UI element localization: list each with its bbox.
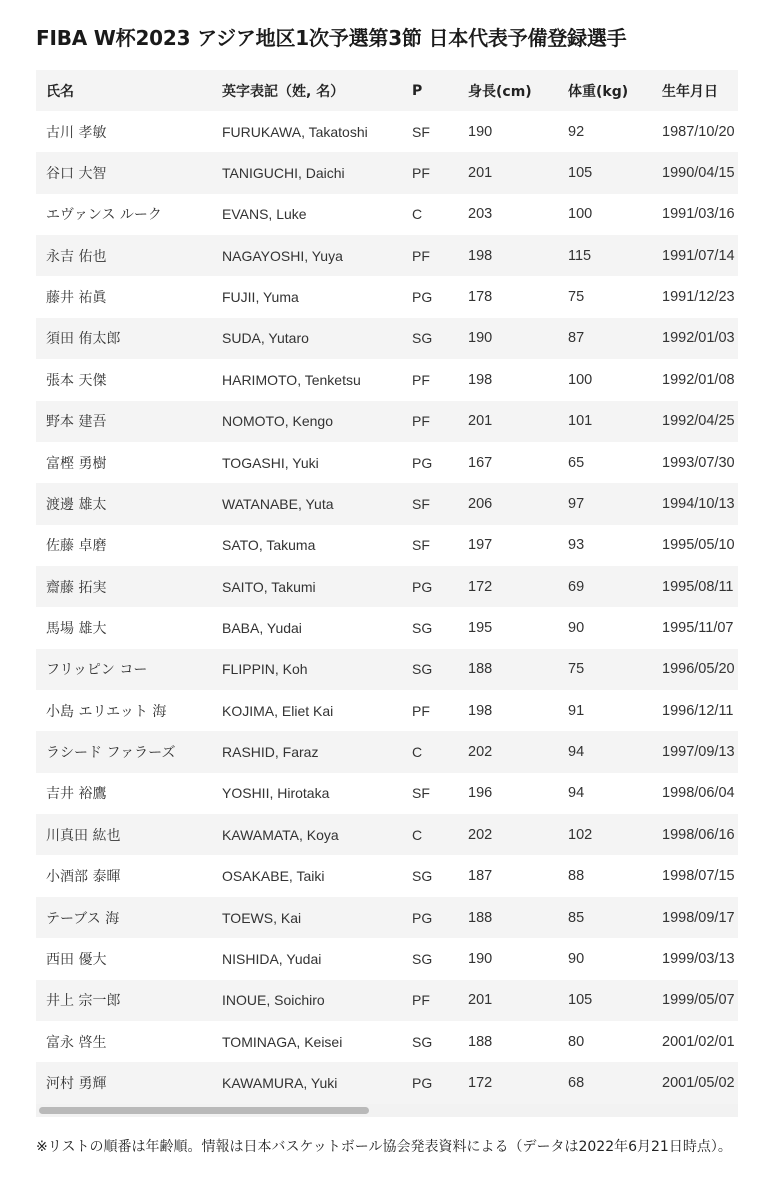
player-position: SG <box>412 619 433 636</box>
table-row <box>36 318 738 359</box>
player-name: 馬場 雄大 <box>46 620 107 637</box>
header-weight: 体重(kg) <box>568 83 629 100</box>
player-name: 渡邊 雄太 <box>46 496 107 513</box>
player-birthdate: 1998/06/04 <box>662 785 735 802</box>
table-row <box>36 938 738 979</box>
player-position: SG <box>412 330 433 347</box>
player-roman: RASHID, Faraz <box>222 744 319 761</box>
player-name: 富永 啓生 <box>46 1034 107 1051</box>
player-birthdate: 1997/09/13 <box>662 744 735 761</box>
table-row <box>36 814 738 855</box>
player-weight: 102 <box>568 826 593 843</box>
player-name: 藤井 祐眞 <box>46 290 107 307</box>
table-row <box>36 483 738 524</box>
player-roman: OSAKABE, Taiki <box>222 868 325 885</box>
table-row <box>36 566 738 607</box>
player-roman: SAITO, Takumi <box>222 578 316 595</box>
player-weight: 92 <box>568 123 585 140</box>
player-height: 201 <box>468 413 493 430</box>
player-position: SF <box>412 495 430 512</box>
player-name: 古川 孝敏 <box>46 124 107 141</box>
table-row <box>36 980 738 1021</box>
player-weight: 88 <box>568 868 585 885</box>
player-roman: SUDA, Yutaro <box>222 330 309 347</box>
roster-table <box>36 70 738 1104</box>
player-name: 張本 天傑 <box>46 372 107 389</box>
player-weight: 87 <box>568 330 585 347</box>
player-name: 野本 建吾 <box>46 414 107 431</box>
player-birthdate: 1991/03/16 <box>662 206 735 223</box>
player-roman: HARIMOTO, Tenketsu <box>222 371 361 388</box>
player-birthdate: 1998/07/15 <box>662 868 735 885</box>
player-name: 吉井 裕鷹 <box>46 786 107 803</box>
header-position: P <box>412 82 423 99</box>
player-height: 202 <box>468 826 493 843</box>
table-row <box>36 690 738 731</box>
player-height: 187 <box>468 868 493 885</box>
player-birthdate: 1994/10/13 <box>662 495 735 512</box>
player-name: 小酒部 泰暉 <box>46 869 121 886</box>
player-roman: TOGASHI, Yuki <box>222 454 319 471</box>
table-row <box>36 525 738 566</box>
player-weight: 97 <box>568 495 585 512</box>
player-position: PG <box>412 578 433 595</box>
player-height: 198 <box>468 371 493 388</box>
table-row <box>36 1062 738 1103</box>
player-birthdate: 1995/11/07 <box>662 619 734 636</box>
table-row <box>36 152 738 193</box>
player-name: 川真田 紘也 <box>46 827 121 844</box>
player-name: ラシード ファラーズ <box>46 745 176 762</box>
player-position: C <box>412 206 423 223</box>
player-height: 202 <box>468 744 493 761</box>
table-row <box>36 773 738 814</box>
player-weight: 100 <box>568 371 593 388</box>
player-name: 谷口 大智 <box>46 166 107 183</box>
player-height: 190 <box>468 330 493 347</box>
player-position: SG <box>412 868 433 885</box>
table-row <box>36 276 738 317</box>
player-birthdate: 1998/06/16 <box>662 826 735 843</box>
table-row <box>36 359 738 400</box>
player-position: PF <box>412 992 430 1009</box>
table-row <box>36 607 738 648</box>
player-position: PG <box>412 454 433 471</box>
table-row <box>36 194 738 235</box>
player-birthdate: 1999/03/13 <box>662 950 735 967</box>
table-body <box>36 111 738 1104</box>
player-roman: YOSHII, Hirotaka <box>222 785 330 802</box>
player-position: PF <box>412 371 430 388</box>
table-row <box>36 649 738 690</box>
player-position: PG <box>412 289 433 306</box>
player-weight: 69 <box>568 578 585 595</box>
header-birthdate: 生年月日 <box>662 83 718 100</box>
player-birthdate: 1996/12/11 <box>662 702 734 719</box>
player-weight: 105 <box>568 165 593 182</box>
player-height: 198 <box>468 702 493 719</box>
player-birthdate: 2001/05/02 <box>662 1074 735 1091</box>
player-name: 佐藤 卓磨 <box>46 538 107 555</box>
player-height: 178 <box>468 289 493 306</box>
player-height: 172 <box>468 1074 493 1091</box>
player-name: 河村 勇輝 <box>46 1075 107 1092</box>
player-height: 188 <box>468 661 493 678</box>
player-weight: 115 <box>568 247 592 264</box>
player-roman: KAWAMURA, Yuki <box>222 1074 338 1091</box>
player-roman: TOMINAGA, Keisei <box>222 1033 343 1050</box>
player-name: 小島 エリエット 海 <box>46 703 167 720</box>
roster-table-viewport[interactable] <box>36 70 738 1104</box>
player-position: C <box>412 744 423 761</box>
player-roman: NISHIDA, Yudai <box>222 950 322 967</box>
player-height: 188 <box>468 909 493 926</box>
player-birthdate: 1998/09/17 <box>662 909 735 926</box>
player-position: PF <box>412 165 430 182</box>
player-position: C <box>412 826 423 843</box>
player-weight: 85 <box>568 909 585 926</box>
player-roman: KAWAMATA, Koya <box>222 826 339 843</box>
player-birthdate: 1991/07/14 <box>662 247 735 264</box>
player-weight: 90 <box>568 619 585 636</box>
table-row <box>36 442 738 483</box>
player-weight: 75 <box>568 289 585 306</box>
player-birthdate: 1992/04/25 <box>662 413 735 430</box>
player-height: 195 <box>468 619 493 636</box>
table-row <box>36 401 738 442</box>
player-name: フリッピン コー <box>46 662 148 679</box>
player-roman: NOMOTO, Kengo <box>222 413 334 430</box>
player-weight: 65 <box>568 454 585 471</box>
player-position: SG <box>412 661 433 678</box>
player-weight: 91 <box>568 702 585 719</box>
horizontal-scrollbar[interactable] <box>36 1104 738 1117</box>
player-name: エヴァンス ルーク <box>46 207 162 224</box>
player-birthdate: 2001/02/01 <box>662 1033 735 1050</box>
player-roman: TANIGUCHI, Daichi <box>222 165 345 182</box>
player-name: 西田 優大 <box>46 951 107 968</box>
player-weight: 101 <box>568 413 593 430</box>
header-roman: 英字表記（姓, 名） <box>222 83 345 100</box>
table-header <box>36 70 738 111</box>
player-name: 永吉 佑也 <box>46 248 107 265</box>
player-weight: 94 <box>568 744 585 761</box>
player-weight: 80 <box>568 1033 585 1050</box>
player-position: PG <box>412 1074 433 1091</box>
header-row <box>36 70 738 111</box>
player-position: SG <box>412 1033 433 1050</box>
header-height: 身長(cm) <box>468 83 532 100</box>
horizontal-scrollbar-thumb[interactable] <box>39 1107 369 1114</box>
table-row <box>36 111 738 152</box>
player-position: SF <box>412 537 430 554</box>
player-birthdate: 1991/12/23 <box>662 289 735 306</box>
player-height: 201 <box>468 165 493 182</box>
player-birthdate: 1992/01/03 <box>662 330 735 347</box>
page-title: FIBA W杯2023 アジア地区1次予選第3節 日本代表予備登録選手 <box>36 26 627 50</box>
player-height: 188 <box>468 1033 493 1050</box>
player-height: 206 <box>468 495 493 512</box>
player-roman: FLIPPIN, Koh <box>222 661 308 678</box>
table-row <box>36 235 738 276</box>
player-weight: 68 <box>568 1074 585 1091</box>
table-row <box>36 855 738 896</box>
player-height: 190 <box>468 123 493 140</box>
player-position: SG <box>412 950 433 967</box>
player-birthdate: 1995/08/11 <box>662 578 734 595</box>
player-position: PF <box>412 247 430 264</box>
player-weight: 94 <box>568 785 585 802</box>
player-position: SF <box>412 123 430 140</box>
player-height: 198 <box>468 247 493 264</box>
player-roman: BABA, Yudai <box>222 619 302 636</box>
player-roman: INOUE, Soichiro <box>222 992 325 1009</box>
header-name: 氏名 <box>46 83 74 100</box>
player-name: 齋藤 拓実 <box>46 579 107 596</box>
player-birthdate: 1995/05/10 <box>662 537 735 554</box>
player-birthdate: 1992/01/08 <box>662 371 735 388</box>
player-height: 167 <box>468 454 493 471</box>
player-position: PG <box>412 909 433 926</box>
player-weight: 90 <box>568 950 585 967</box>
player-name: 富樫 勇樹 <box>46 455 107 472</box>
table-row <box>36 731 738 772</box>
player-name: 井上 宗一郎 <box>46 993 121 1010</box>
player-birthdate: 1999/05/07 <box>662 992 735 1009</box>
table-row <box>36 897 738 938</box>
player-height: 203 <box>468 206 493 223</box>
player-height: 197 <box>468 537 493 554</box>
player-position: PF <box>412 413 430 430</box>
player-roman: FUJII, Yuma <box>222 289 299 306</box>
player-roman: KOJIMA, Eliet Kai <box>222 702 334 719</box>
player-position: PF <box>412 702 430 719</box>
player-birthdate: 1990/04/15 <box>662 165 735 182</box>
player-weight: 105 <box>568 992 593 1009</box>
player-birthdate: 1993/07/30 <box>662 454 735 471</box>
player-weight: 75 <box>568 661 585 678</box>
table-row <box>36 1021 738 1062</box>
player-position: SF <box>412 785 430 802</box>
player-height: 201 <box>468 992 493 1009</box>
player-roman: WATANABE, Yuta <box>222 495 334 512</box>
player-height: 190 <box>468 950 493 967</box>
player-birthdate: 1996/05/20 <box>662 661 735 678</box>
player-birthdate: 1987/10/20 <box>662 123 735 140</box>
player-roman: EVANS, Luke <box>222 206 307 223</box>
player-roman: SATO, Takuma <box>222 537 316 554</box>
player-roman: TOEWS, Kai <box>222 909 302 926</box>
player-height: 196 <box>468 785 493 802</box>
player-weight: 93 <box>568 537 585 554</box>
player-weight: 100 <box>568 206 593 223</box>
player-height: 172 <box>468 578 493 595</box>
player-roman: NAGAYOSHI, Yuya <box>222 247 343 264</box>
player-roman: FURUKAWA, Takatoshi <box>222 123 368 140</box>
player-name: テーブス 海 <box>46 910 120 927</box>
player-name: 須田 侑太郎 <box>46 331 121 348</box>
footnote: ※リストの順番は年齢順。情報は日本バスケットボール協会発表資料による（データは2022年6月21日時点）。 <box>36 1139 732 1155</box>
